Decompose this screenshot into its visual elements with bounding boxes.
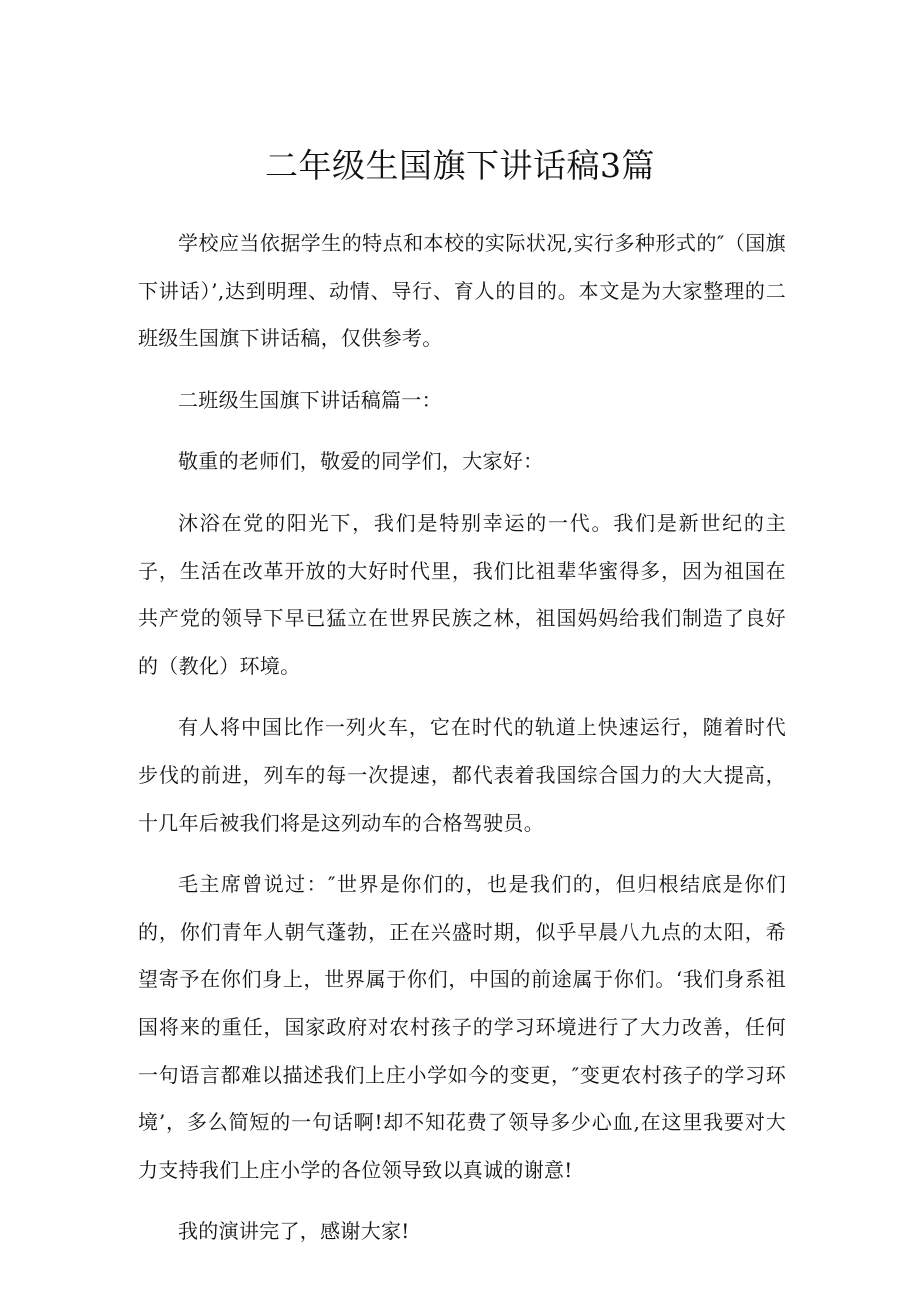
paragraph-closing: 我的演讲完了，感谢大家! <box>178 1219 410 1244</box>
paragraph-section-heading: 二班级生国旗下讲话稿篇一： <box>178 387 442 412</box>
paragraph-greeting: 敬重的老师们，敬爱的同学们，大家好： <box>178 449 544 474</box>
paragraph-body: 毛主席曾说过：″世界是你们的，也是我们的，但归根结底是你们的，你们青年人朝气蓬勃，正在兴盛时期，似乎早晨八九点的太阳，希望寄予在你们身上，世界属于你们，中国的前途属于你们。‘我们身系祖国将来的重任，国家政府对农村孩子的学习环境进行了大力改善，任何一句语言都难以描述我们上庄小学如今的变更，″变更农村孩子的学习环境’，多么简短的一句话啊!却不知花费了领导多少心血,在这里我要对大力支持我们上庄小学的各位领导致以真诚的谢意! <box>138 872 786 1182</box>
paragraph-intro: 学校应当依据学生的特点和本校的实际状况,实行多种形式的″（国旗下讲话）’,达到明理、动情、导行、育人的目的。本文是为大家整理的二班级生国旗下讲话稿，仅供参考。 <box>138 231 786 351</box>
document-title: 二年级生国旗下讲话稿3篇 <box>265 146 655 185</box>
paragraph-body: 沐浴在党的阳光下，我们是特别幸运的一代。我们是新世纪的主子，生活在改革开放的大好时代里，我们比祖辈华蜜得多，因为祖国在共产党的领导下早已猛立在世界民族之林，祖国妈妈给我们制造了良好的（教化）环境。 <box>138 510 786 678</box>
document-body <box>138 220 786 1270</box>
paragraph-body: 有人将中国比作一列火车，它在时代的轨道上快速运行，随着时代步伐的前进，列车的每一次提速，都代表着我国综合国力的大大提高，十几年后被我们将是这列动车的合格驾驶员。 <box>138 715 786 835</box>
